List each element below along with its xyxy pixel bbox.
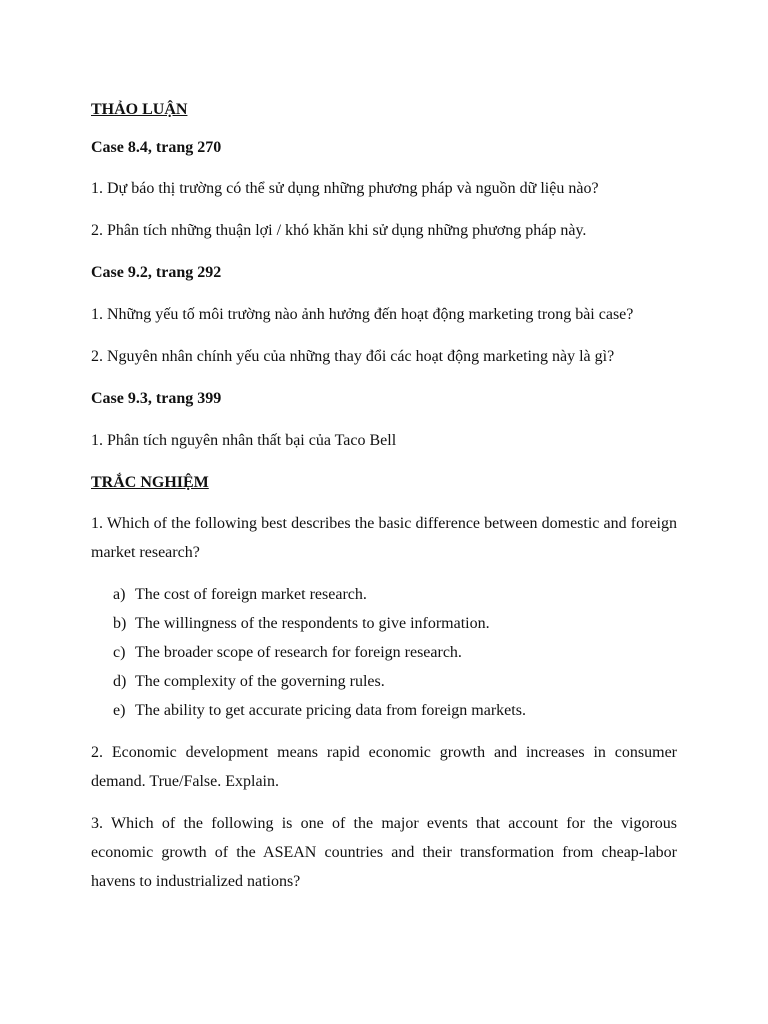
option-marker: e) (113, 702, 126, 719)
case-title-8-4: Case 8.4, trang 270 (91, 139, 222, 156)
case-9-2-question-2: 2. Nguyên nhân chính yếu của những thay đổi các hoạt động marketing này là gì? (91, 348, 615, 365)
case-9-3-question-1: 1. Phân tích nguyên nhân thất bại của Taco Bell (91, 432, 397, 449)
case-9-2-question-1: 1. Những yếu tố môi trường nào ảnh hưởng đến hoạt động marketing trong bài case? (91, 306, 634, 323)
case-title-9-2: Case 9.2, trang 292 (91, 264, 222, 281)
option-b (113, 612, 526, 641)
option-marker: c) (113, 644, 126, 661)
case-8-4-question-2: 2. Phân tích những thuận lợi / khó khăn khi sử dụng những phương pháp này. (91, 222, 587, 239)
option-marker: b) (113, 615, 127, 632)
discussion-heading: THẢO LUẬN (91, 101, 188, 118)
option-e (113, 699, 526, 728)
option-a (113, 583, 526, 612)
option-text: The broader scope of research for foreign research. (135, 644, 462, 661)
option-marker: d) (113, 673, 127, 690)
option-text: The cost of foreign market research. (135, 586, 367, 603)
quiz-question-1: 1. Which of the following best describes the basic difference between domestic and foreign market research? (91, 515, 677, 561)
case-title-9-3: Case 9.3, trang 399 (91, 390, 222, 407)
quiz-heading: TRẮC NGHIỆM (91, 474, 209, 491)
option-text: The willingness of the respondents to give information. (135, 615, 490, 632)
option-d (113, 670, 526, 699)
option-c (113, 641, 526, 670)
quiz-question-1-options (113, 583, 526, 728)
option-text: The complexity of the governing rules. (135, 673, 385, 690)
option-text: The ability to get accurate pricing data from foreign markets. (135, 702, 526, 719)
quiz-question-2: 2. Economic development means rapid economic growth and increases in consumer demand. True/False. Explain. (91, 744, 677, 790)
option-marker: a) (113, 586, 126, 603)
quiz-question-3: 3. Which of the following is one of the major events that account for the vigorous economic growth of the ASEAN countries and their transformation from cheap-labor havens to industrialized nations? (91, 815, 677, 890)
case-8-4-question-1: 1. Dự báo thị trường có thể sử dụng những phương pháp và nguồn dữ liệu nào? (91, 180, 599, 197)
